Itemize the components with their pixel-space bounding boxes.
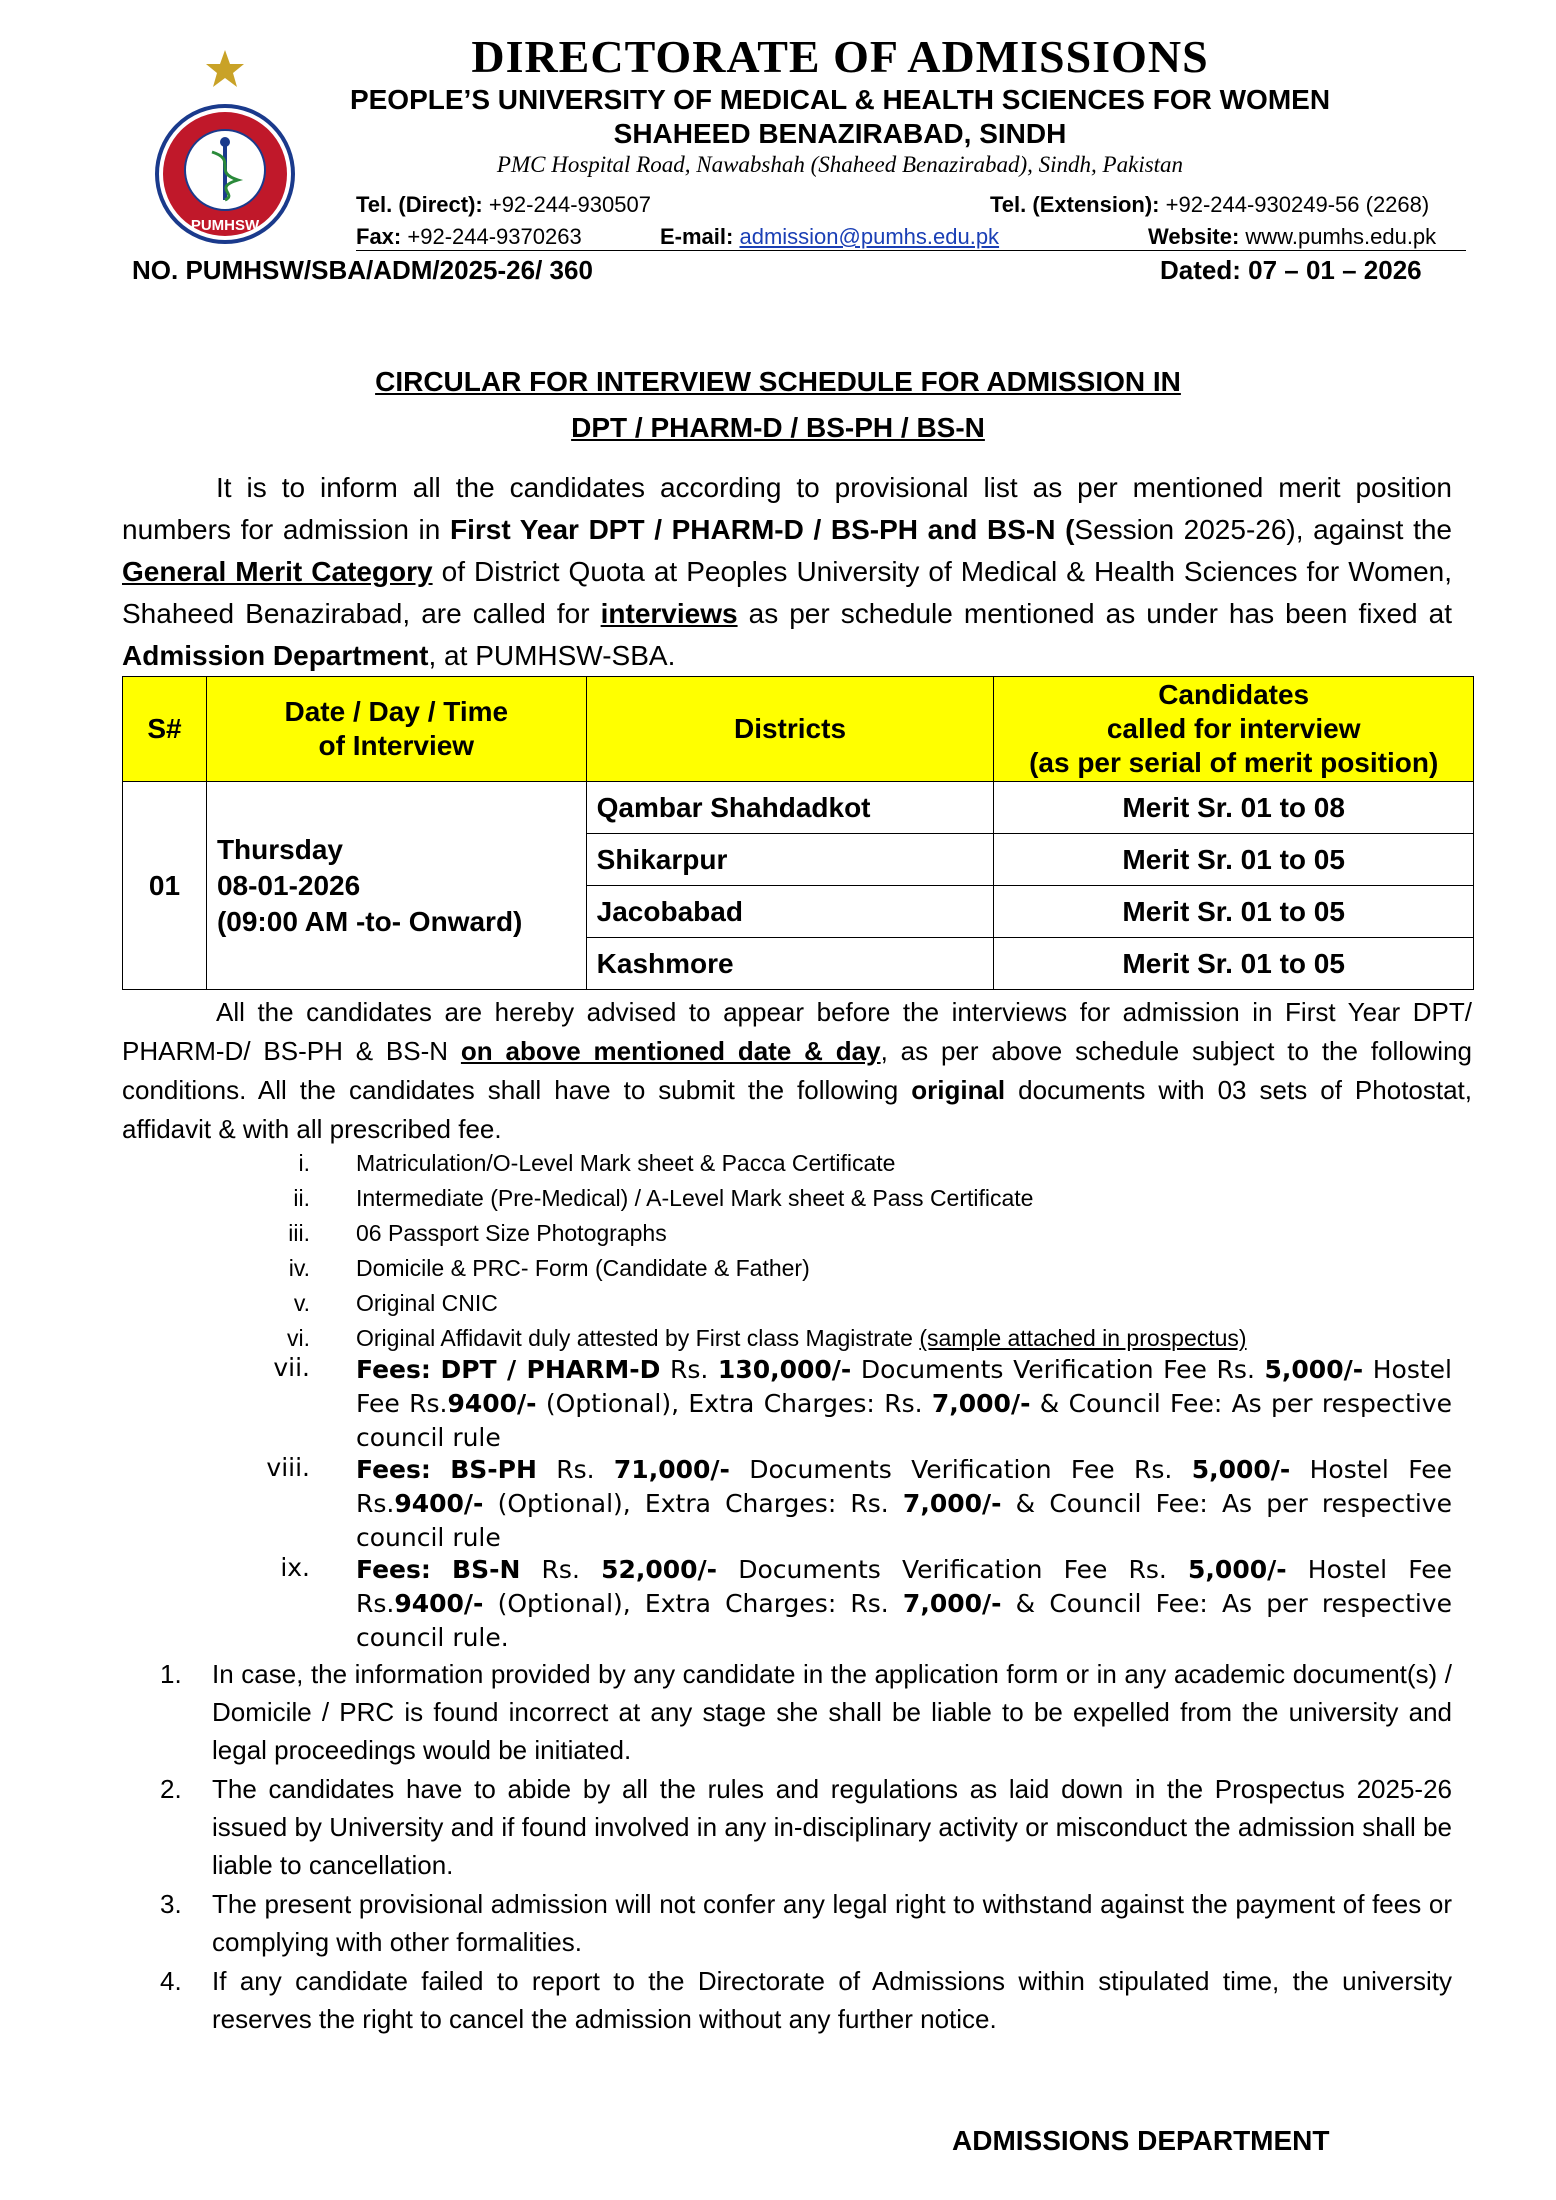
logo-text: PUMHSW: [190, 217, 260, 234]
header-candidates: Candidates called for interview (as per serial of merit position): [994, 677, 1474, 782]
header-divider: [356, 250, 1466, 251]
note-item: The present provisional admission will not confer any legal right to withstand against the payment of fees or complying with other formalities.: [212, 1889, 1452, 1957]
list-item: Intermediate (Pre-Medical) / A-Level Mark sheet & Pass Certificate: [356, 1185, 1034, 1211]
list-item: Original Affidavit duly attested by First class Magistrate (sample attached in prospectus): [356, 1325, 1247, 1351]
email: E-mail: admission@pumhs.edu.pk: [660, 224, 1000, 249]
fee-number: ix.: [280, 1553, 310, 1582]
advice-paragraph: All the candidates are hereby advised to appear before the interviews for admission in First Year DPT/ PHARM-D/ BS-PH & BS-N on above mentioned date & day, as per above schedule subject to the following conditions. All the candidates shall have to submit the following original documents with 03 sets of Photostat, affidavit & with all prescribed fee.: [122, 997, 1473, 1144]
tel-direct: Tel. (Direct): +92-244-930507: [356, 192, 651, 217]
university-name: PEOPLE’S UNIVERSITY OF MEDICAL & HEALTH SCIENCES FOR WOMEN: [349, 84, 1331, 115]
list-item: Original CNIC: [356, 1290, 498, 1316]
university-logo: [140, 44, 310, 244]
header-districts: Districts: [586, 677, 994, 782]
directorate-title: DIRECTORATE OF ADMISSIONS: [471, 31, 1209, 82]
note-number: 3.: [160, 1889, 182, 1919]
fee-number: vii.: [273, 1353, 310, 1382]
merit-cell: Merit Sr. 01 to 05: [994, 834, 1474, 886]
table-row: [123, 782, 1474, 834]
note-item: In case, the information provided by any candidate in the application form or in any academic document(s) / Domicile / PRC is found incorrect at any stage she shall be liable to be expelled from the university and legal proceedings would be initiated.: [212, 1659, 1452, 1765]
reference-number: NO. PUMHSW/SBA/ADM/2025-26/ 360: [132, 255, 593, 285]
signatory: ADMISSIONS DEPARTMENT: [952, 2125, 1330, 2156]
merit-cell: Merit Sr. 01 to 05: [994, 938, 1474, 990]
list-item: 06 Passport Size Photographs: [356, 1220, 667, 1246]
note-number: 1.: [160, 1659, 182, 1689]
interview-schedule-table: [122, 676, 1474, 990]
tel-extension: Tel. (Extension): +92-244-930249-56 (2268): [990, 192, 1430, 217]
date: Dated: 07 – 01 – 2026: [1160, 255, 1422, 285]
date-cell: Thursday 08-01-2026 (09:00 AM -to- Onward): [206, 782, 586, 990]
fax: Fax: +92-244-9370263: [356, 224, 582, 249]
website: Website: www.pumhs.edu.pk: [1148, 224, 1437, 249]
district-cell: Kashmore: [586, 938, 994, 990]
header-date: Date / Day / Time of Interview: [206, 677, 586, 782]
fee-item-bsn: Fees: BS-N Rs. 52,000/- Documents Verification Fee Rs. 5,000/- Hostel Fee Rs.9400/- (Optional), Extra Charges: Rs. 7,000/- & Council Fee: As per respective council rule.: [356, 1555, 1452, 1652]
email-link[interactable]: admission@pumhs.edu.pk: [739, 224, 1000, 249]
merit-cell: Merit Sr. 01 to 08: [994, 782, 1474, 834]
note-item: If any candidate failed to report to the Directorate of Admissions within stipulated time, the university reserves the right to cancel the admission without any further notice.: [212, 1966, 1452, 2034]
list-item: Domicile & PRC- Form (Candidate & Father): [356, 1255, 810, 1281]
note-number: 2.: [160, 1774, 182, 1804]
documents-list: i. Matriculation/O-Level Mark sheet & Pacca Certificate ii. Intermediate (Pre-Medical) / A-Level Mark sheet & Pass Certificate iii. 06 Passport Size Photographs iv. Domicile & PRC- Form (Candidate & Father) v. Original CNIC vi. Original Affidavit duly attested by First class Magistrate (sample attached in prospectus): [200, 1146, 1400, 1366]
district-cell: Shikarpur: [586, 834, 994, 886]
note-number: 4.: [160, 1966, 182, 1996]
circular-programs: DPT / PHARM-D / BS-PH / BS-N: [571, 412, 985, 443]
serial-cell: 01: [123, 782, 207, 990]
note-item: The candidates have to abide by all the rules and regulations as laid down in the Prospectus 2025-26 issued by University and if found involved in any in-disciplinary activity or misconduct the admission shall be liable to cancellation.: [212, 1774, 1452, 1880]
fee-item-bsph: Fees: BS-PH Rs. 71,000/- Documents Verification Fee Rs. 5,000/- Hostel Fee Rs.9400/- (Optional), Extra Charges: Rs. 7,000/- & Council Fee: As per respective council rule: [356, 1455, 1452, 1552]
university-location: SHAHEED BENAZIRABAD, SINDH: [613, 118, 1067, 149]
university-address: PMC Hospital Road, Nawabshah (Shaheed Benazirabad), Sindh, Pakistan: [496, 152, 1184, 177]
district-cell: Qambar Shahdadkot: [586, 782, 994, 834]
merit-cell: Merit Sr. 01 to 05: [994, 886, 1474, 938]
district-cell: Jacobabad: [586, 886, 994, 938]
header-serial: S#: [123, 677, 207, 782]
table-header-row: [123, 677, 1474, 782]
circular-title: CIRCULAR FOR INTERVIEW SCHEDULE FOR ADMISSION IN: [375, 366, 1181, 397]
intro-paragraph: It is to inform all the candidates according to provisional list as per mentioned merit position numbers for admission in First Year DPT / PHARM-D / BS-PH and BS-N (Session 2025-26), against the General Merit Category of District Quota at Peoples University of Medical & Health Sciences for Women, Shaheed Benazirabad, are called for interviews as per schedule mentioned as under has been fixed at Admission Department, at PUMHSW-SBA.: [122, 472, 1452, 671]
fee-item-dpt: Fees: DPT / PHARM-D Rs. 130,000/- Documents Verification Fee Rs. 5,000/- Hostel Fee Rs.9400/- (Optional), Extra Charges: Rs. 7,000/- & Council Fee: As per respective council rule: [356, 1355, 1452, 1452]
list-item: Matriculation/O-Level Mark sheet & Pacca Certificate: [356, 1150, 896, 1176]
fee-number: viii.: [266, 1453, 310, 1482]
